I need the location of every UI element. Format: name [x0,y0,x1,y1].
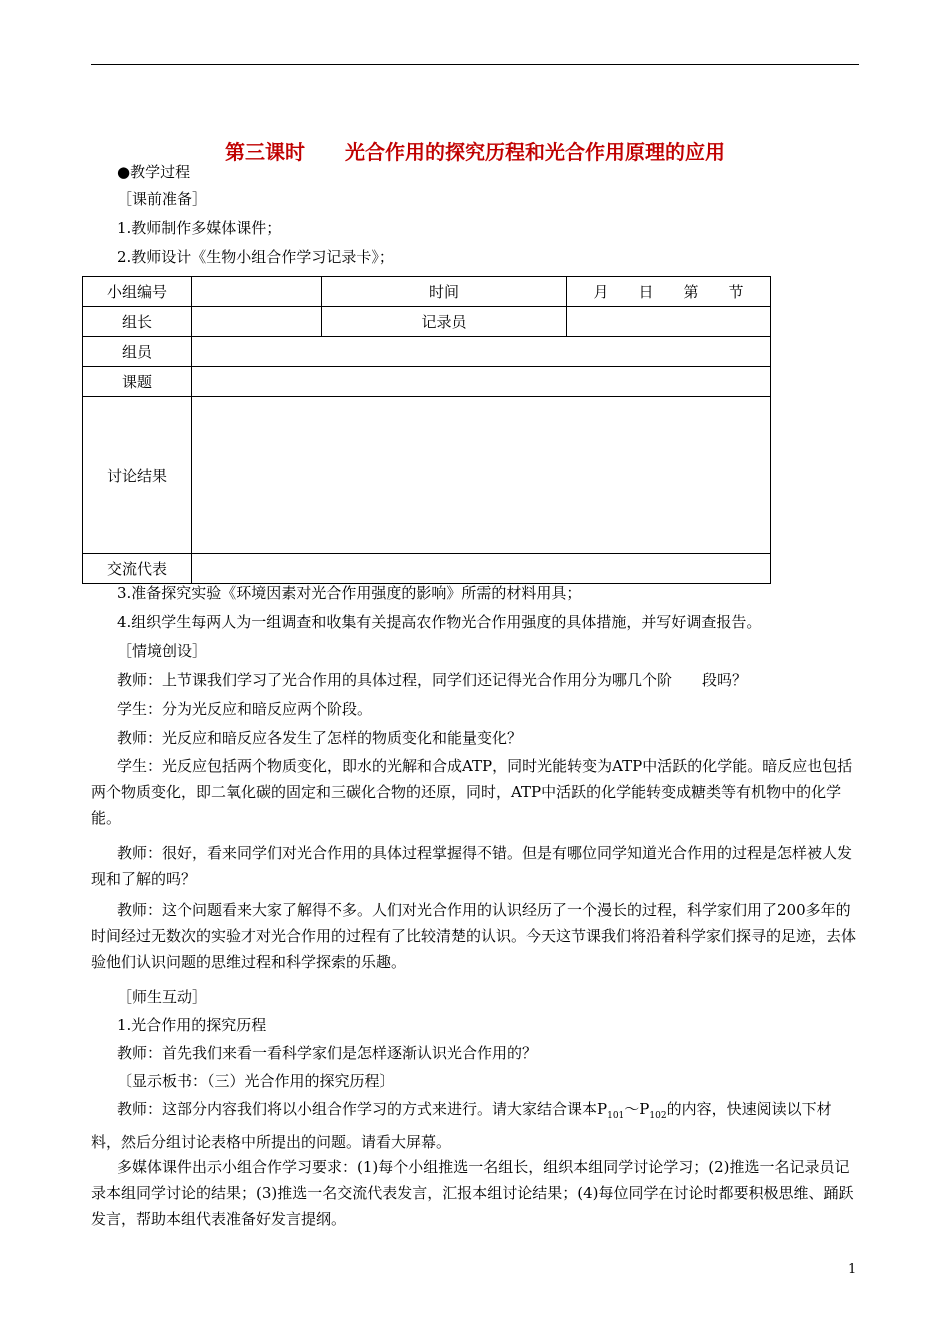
teaching-process-heading: ●教学过程 [117,163,191,181]
dialogue-5: 教师：很好，看来同学们对光合作用的具体过程掌握得不错。但是有哪位同学知道光合作用的过程是怎样被人发现和了解的吗？ [91,844,853,888]
cell-members-value [192,337,771,367]
cell-rep-value [192,554,771,584]
interact-teacher-1: 教师：首先我们来看一看科学家们是怎样逐渐认识光合作用的？ [117,1044,538,1062]
dialogue-1: 教师：上节课我们学习了光合作用的具体过程，同学们还记得光合作用分为哪几个阶 段吗？ [117,671,748,689]
dialogue-2: 学生：分为光反应和暗反应两个阶段。 [117,700,373,718]
header-rule [91,64,859,65]
dialogue-3: 教师：光反应和暗反应各发生了怎样的物质变化和能量变化？ [117,729,523,747]
group-record-card [82,276,771,584]
prep-item-4: 4.组织学生每两人为一组调查和收集有关提高农作物光合作用强度的具体措施，并写好调查报告。 [117,613,762,631]
interact-multimedia: 多媒体课件出示小组合作学习要求：(1)每个小组推选一名组长，组织本组同学讨论学习；(2)推选一名记录员记录本组同学讨论的结果；(3)推选一名交流代表发言，汇报本组讨论结果；(4)每位同学在讨论时都要积极思维、踊跃发言，帮助本组代表准备好发言提纲。 [91,1158,854,1228]
cell-leader-value [192,307,322,337]
dialogue-6: 教师：这个问题看来大家了解得不多。人们对光合作用的认识经历了一个漫长的过程，科学家们用了200多年的时间经过无数次的实验才对光合作用的过程有了比较清楚的认识。今天这节课我们将沿着科学家们探寻的足迹，去体验他们认识问题的思维过程和科学探索的乐趣。 [91,901,857,971]
dialogue-4: 学生：光反应包括两个物质变化，即水的光解和合成ATP，同时光能转变为ATP中活跃的化学能。暗反应也包括两个物质变化，即二氧化碳的固定和三碳化合物的还原，同时，ATP中活跃的化学能转变成糖类等有机物中的化学能。 [91,757,853,827]
interact-heading-1: 1.光合作用的探究历程 [117,1016,267,1034]
section-scene: ［情境创设］ [117,642,208,660]
page-title: 第三课时 光合作用的探究历程和光合作用原理的应用 [225,140,725,164]
page-number: 1 [848,1262,857,1277]
section-prep: ［课前准备］ [117,190,208,208]
cell-leader-label: 组长 [83,307,192,337]
cell-result-value [192,397,771,554]
prep-item-2: 2.教师设计《生物小组合作学习记录卡》； [117,248,394,266]
cell-topic-value [192,367,771,397]
prep-item-3: 3.准备探究实验《环境因素对光合作用强度的影响》所需的材料用具； [117,584,582,602]
cell-time-label: 时间 [322,277,567,307]
cell-rep-label: 交流代表 [83,554,192,584]
cell-group-no-value [192,277,322,307]
board-display: 〔显示板书：（三）光合作用的探究历程〕 [117,1072,395,1090]
cell-result-label: 讨论结果 [83,397,192,554]
section-interact: ［师生互动］ [117,988,208,1006]
prep-item-1: 1.教师制作多媒体课件； [117,219,282,237]
cell-recorder-value [567,307,771,337]
cell-date-value: 月 日 第 节 [567,277,771,307]
cell-members-label: 组员 [83,337,192,367]
cell-group-no-label: 小组编号 [83,277,192,307]
cell-recorder-label: 记录员 [322,307,567,337]
interact-teacher-2: 教师：这部分内容我们将以小组合作学习的方式来进行。请大家结合课本$P_{101}\sim P_{102}$的内容，快速阅读以下材料，然后分组讨论表格中所提出的问题。请看大屏幕。 [91,1100,832,1151]
cell-topic-label: 课题 [83,367,192,397]
